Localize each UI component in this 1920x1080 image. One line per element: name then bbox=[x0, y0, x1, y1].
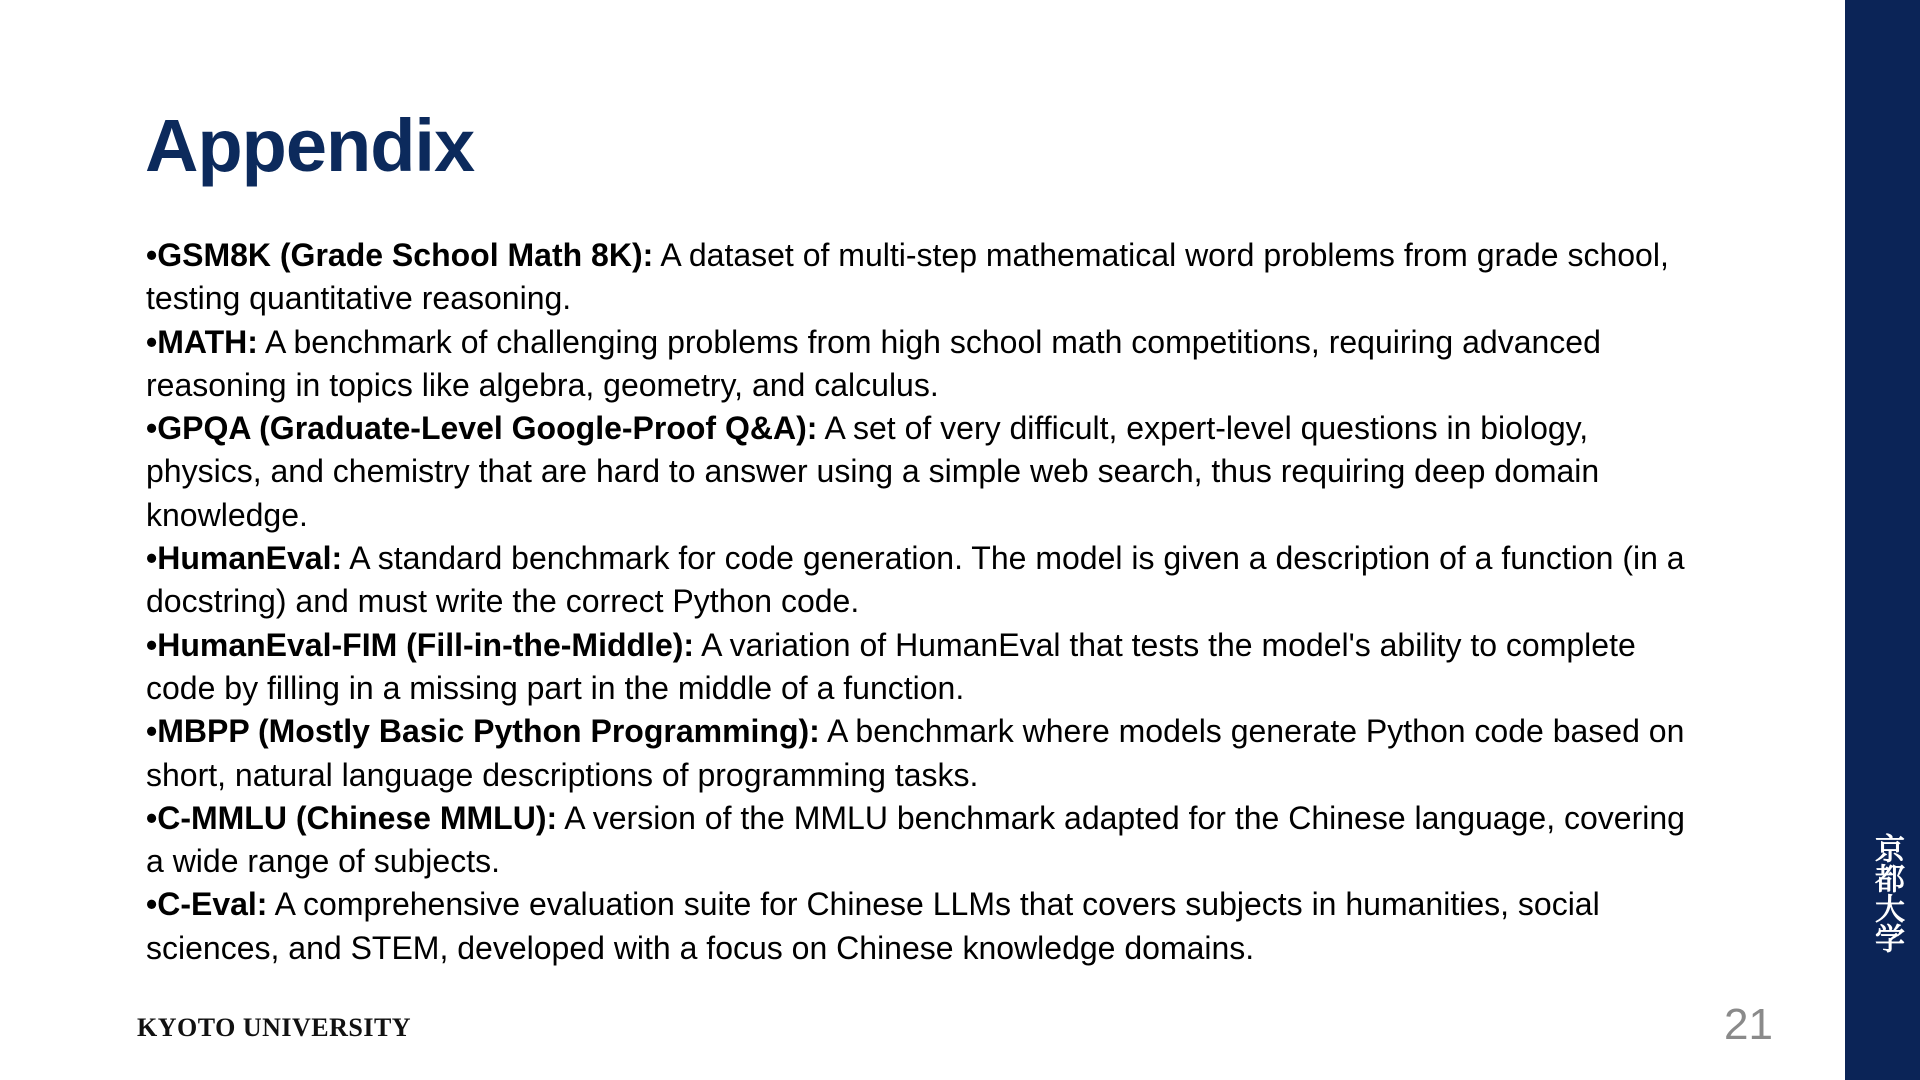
item-term: •C-Eval: bbox=[146, 886, 268, 923]
item-description: A comprehensive evaluation suite for Chinese LLMs that covers subjects in humanities, social sciences, and STEM, developed with a focus on Chinese knowledge domains. bbox=[146, 886, 1600, 966]
list-item bbox=[146, 883, 1706, 970]
list-item bbox=[146, 797, 1706, 884]
item-description: A set of very difficult, expert-level questions in biology, physics, and chemistry that are hard to answer using a simple web search, thus requiring deep domain knowledge. bbox=[146, 410, 1600, 533]
list-item bbox=[146, 537, 1706, 624]
list-item bbox=[146, 234, 1706, 321]
kyoto-university-vertical-logo: 京都大学 bbox=[1869, 833, 1904, 953]
item-description: A standard benchmark for code generation. The model is given a description of a function (in a docstring) and must write the correct Python code. bbox=[146, 540, 1685, 620]
item-description: A variation of HumanEval that tests the model's ability to complete code by filling in a missing part in the middle of a function. bbox=[146, 626, 1636, 706]
list-item bbox=[146, 407, 1706, 537]
list-item bbox=[146, 624, 1706, 711]
list-item bbox=[146, 710, 1706, 797]
item-term: •C-MMLU (Chinese MMLU): bbox=[146, 799, 558, 836]
item-description: A benchmark where models generate Python code based on short, natural language descriptions of programming tasks. bbox=[146, 713, 1685, 793]
item-term: •MATH: bbox=[146, 323, 258, 360]
item-description: A benchmark of challenging problems from high school math competitions, requiring advanced reasoning in topics like algebra, geometry, and calculus. bbox=[146, 323, 1601, 403]
item-term: •MBPP (Mostly Basic Python Programming): bbox=[146, 713, 820, 750]
kyoto-university-logo: KYOTO UNIVERSITY bbox=[137, 1013, 412, 1042]
item-term: •HumanEval-FIM (Fill-in-the-Middle): bbox=[146, 626, 695, 663]
item-description: A dataset of multi-step mathematical word problems from grade school, testing quantitative reasoning. bbox=[146, 237, 1669, 317]
slide-title: Appendix bbox=[145, 104, 475, 187]
item-description: A version of the MMLU benchmark adapted for the Chinese language, covering a wide range of subjects. bbox=[146, 799, 1685, 880]
item-term: •GSM8K (Grade School Math 8K): bbox=[146, 237, 654, 273]
list-item bbox=[146, 321, 1706, 408]
page-number: 21 bbox=[1724, 1000, 1773, 1049]
benchmark-list bbox=[146, 234, 1706, 970]
item-term: •GPQA (Graduate-Level Google-Proof Q&A): bbox=[146, 410, 818, 447]
item-term: •HumanEval: bbox=[146, 540, 343, 577]
